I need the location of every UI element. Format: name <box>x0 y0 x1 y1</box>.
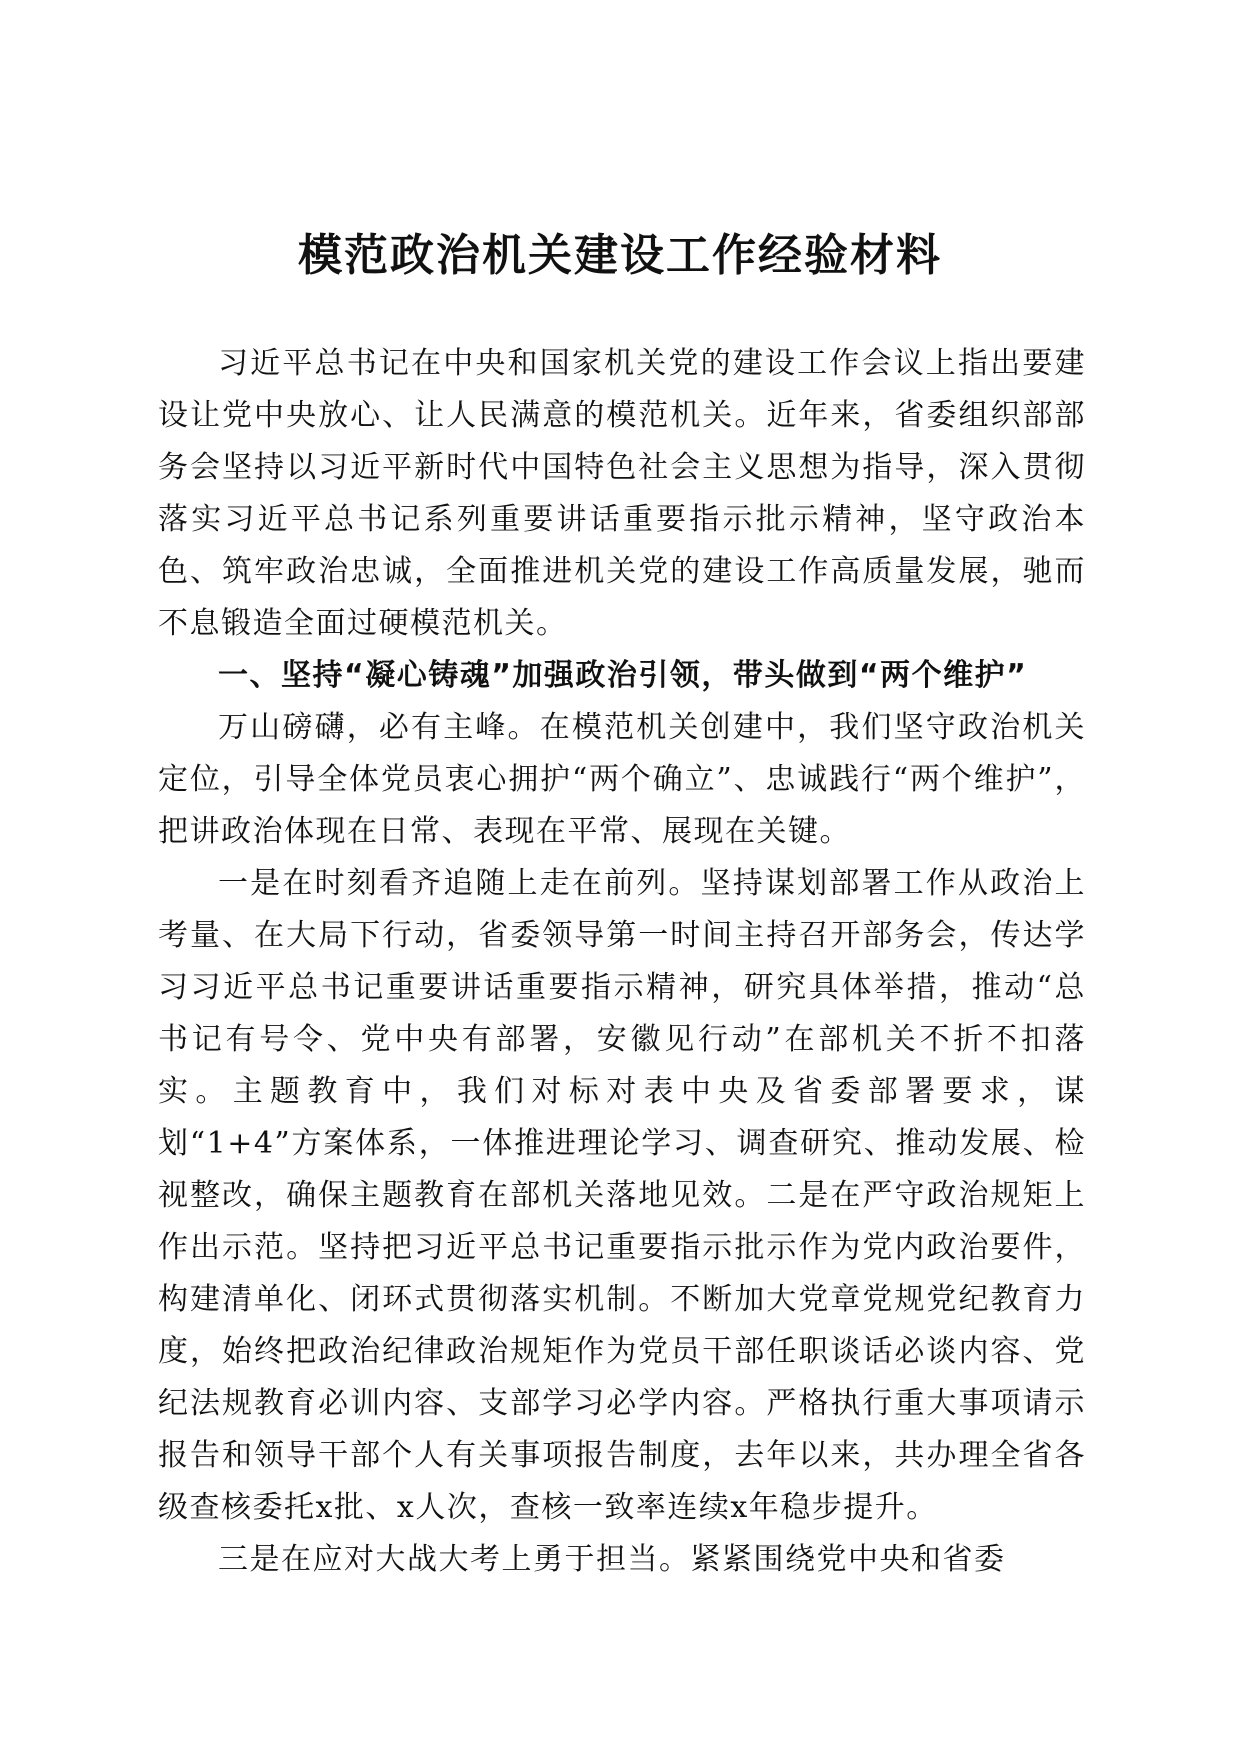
section-1-intro-paragraph: 万山磅礴，必有主峰。在模范机关创建中，我们坚守政治机关定位，引导全体党员衷心拥护“两个确立”、忠诚践行“两个维护”，把讲政治体现在日常、表现在平常、展现在关键。 <box>158 710 1086 849</box>
section-heading-1: 一、坚持“凝心铸魂”加强政治引领，带头做到“两个维护” <box>218 658 1028 693</box>
intro-paragraph: 习近平总书记在中央和国家机关党的建设工作会议上指出要建设让党中央放心、让人民满意的模范机关。近年来，省委组织部部务会坚持以习近平新时代中国特色社会主义思想为指导，深入贯彻落实习近平总书记系列重要讲话重要指示批示精神，坚守政治本色、筑牢政治忠诚，全面推进机关党的建设工作高质量发展，驰而不息锻造全面过硬模范机关。 <box>158 346 1086 641</box>
section-1-point-3-paragraph: 三是在应对大战大考上勇于担当。紧紧围绕党中央和省委 <box>218 1542 1006 1577</box>
section-1-points-paragraph: 一是在时刻看齐追随上走在前列。坚持谋划部署工作从政治上考量、在大局下行动，省委领导第一时间主持召开部务会，传达学习习近平总书记重要讲话重要指示精神，研究具体举措，推动“总书记有号令、党中央有部署，安徽见行动”在部机关不折不扣落实。主题教育中，我们对标对表中央及省委部署要求，谋划“1+4”方案体系，一体推进理论学习、调查研究、推动发展、检视整改，确保主题教育在部机关落地见效。二是在严守政治规矩上作出示范。坚持把习近平总书记重要指示批示作为党内政治要件，构建清单化、闭环式贯彻落实机制。不断加大党章党规党纪教育力度，始终把政治纪律政治规矩作为党员干部任职谈话必谈内容、党纪法规教育必训内容、支部学习必学内容。严格执行重大事项请示报告和领导干部个人有关事项报告制度，去年以来，共办理全省各级查核委托x批、x人次，查核一致率连续x年稳步提升。 <box>158 866 1086 1525</box>
document-body <box>158 338 1086 1586</box>
document-title: 模范政治机关建设工作经验材料 <box>298 230 942 281</box>
